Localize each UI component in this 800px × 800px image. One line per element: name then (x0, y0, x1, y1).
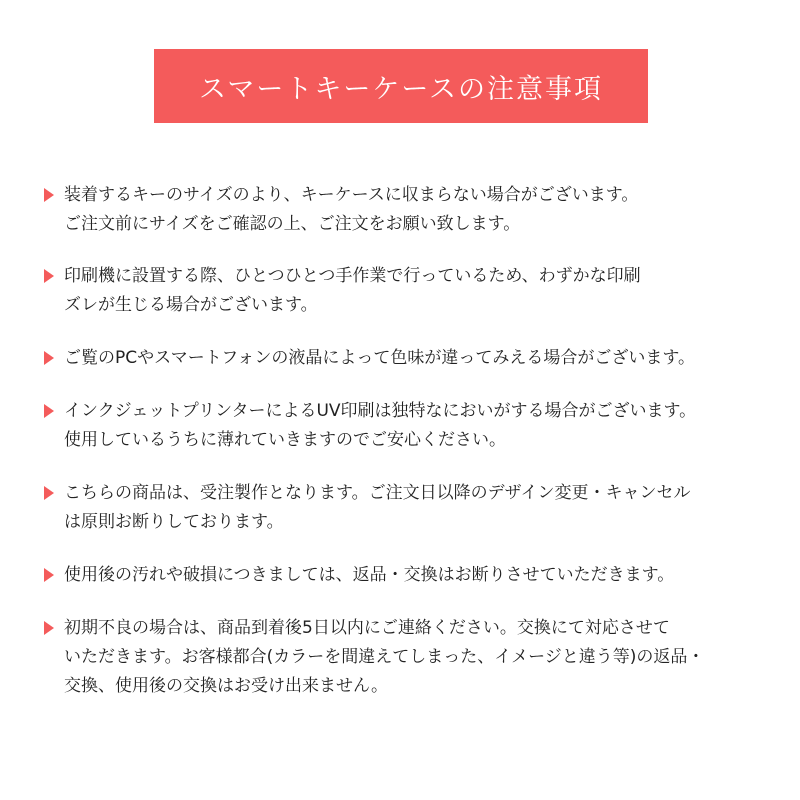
note-line: は原則お断りしております。 (64, 512, 284, 532)
note-item (44, 614, 774, 701)
note-item (44, 479, 774, 537)
triangle-bullet-icon (44, 568, 54, 582)
page-title: スマートキーケースの注意事項 (198, 73, 604, 105)
note-line: 交換、使用後の交換はお受け出来ません。 (64, 676, 389, 696)
note-item (44, 561, 774, 590)
note-line: 使用しているうちに薄れていきますのでご安心ください。 (64, 430, 506, 450)
triangle-bullet-icon (44, 351, 54, 365)
note-line: 使用後の汚れや破損につきましては、返品・交換はお断りさせていただきます。 (64, 565, 675, 585)
note-line: こちらの商品は、受注製作となります。ご注文日以降のデザイン変更・キャンセル (64, 483, 691, 503)
triangle-bullet-icon (44, 188, 54, 202)
note-line: ご覧のPCやスマートフォンの液晶によって色味が違ってみえる場合がございます。 (64, 348, 696, 368)
note-item (44, 397, 774, 455)
triangle-bullet-icon (44, 269, 54, 283)
note-line: いただきます。お客様都合(カラーを間違えてしまった、イメージと違う等)の返品・ (64, 647, 705, 667)
note-line: インクジェットプリンターによるUV印刷は独特なにおいがする場合がございます。 (64, 401, 697, 421)
note-item (44, 262, 774, 320)
note-line: 印刷機に設置する際、ひとつひとつ手作業で行っているため、わずかな印刷 (64, 266, 641, 286)
note-line: ご注文前にサイズをご確認の上、ご注文をお願い致します。 (64, 214, 521, 234)
note-line: 装着するキーのサイズのより、キーケースに収まらない場合がございます。 (64, 185, 639, 205)
title-banner (154, 49, 648, 123)
triangle-bullet-icon (44, 486, 54, 500)
note-line: 初期不良の場合は、商品到着後5日以内にご連絡ください。交換にて対応させて (64, 618, 670, 638)
triangle-bullet-icon (44, 404, 54, 418)
notes-list (44, 181, 774, 701)
triangle-bullet-icon (44, 621, 54, 635)
note-line: ズレが生じる場合がございます。 (64, 295, 318, 315)
note-item (44, 344, 774, 373)
note-item (44, 181, 774, 239)
